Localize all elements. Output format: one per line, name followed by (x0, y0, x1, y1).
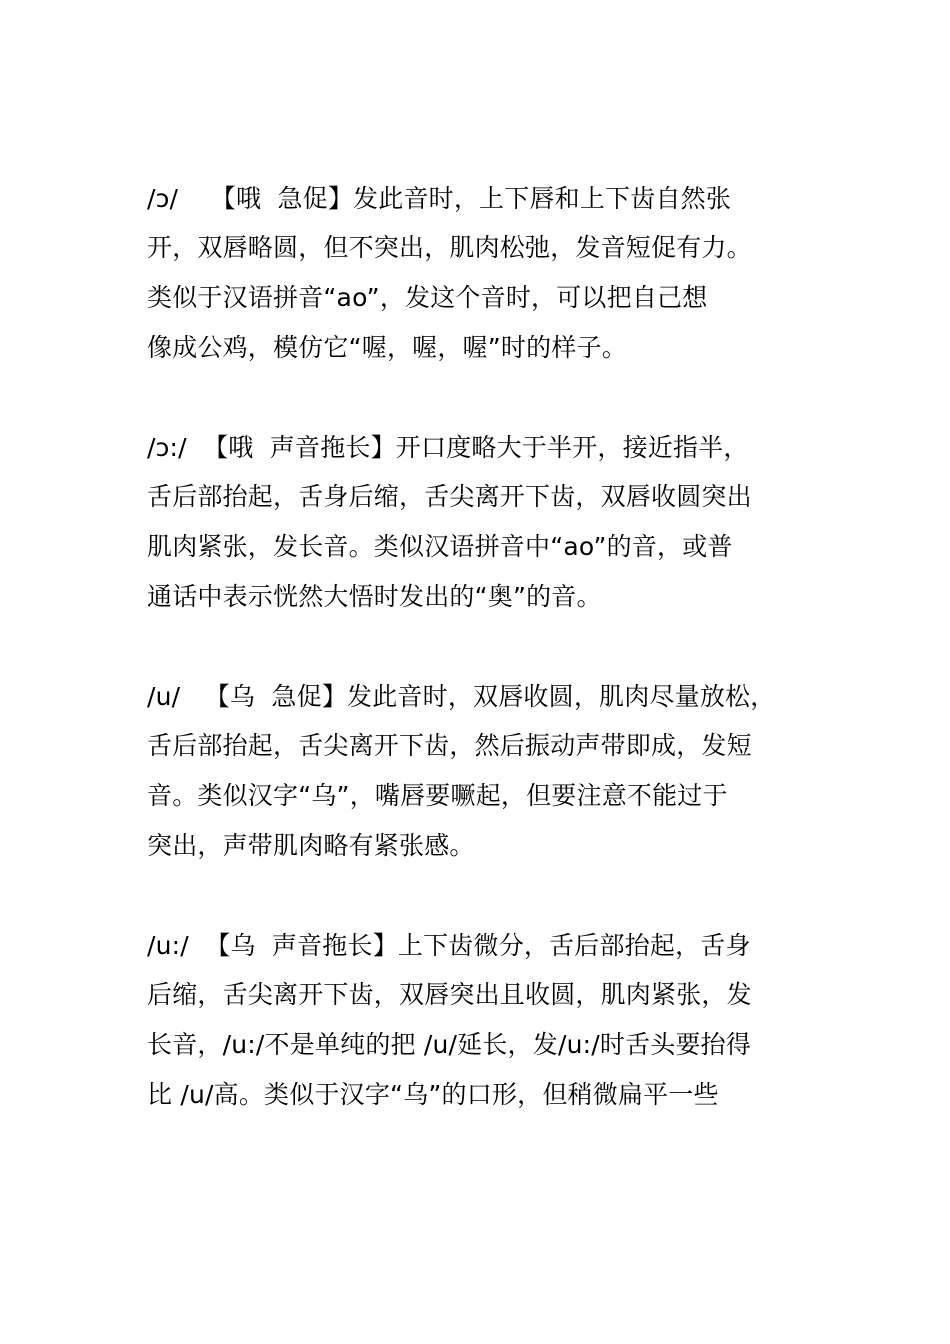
text-line: 突出，声带肌肉略有紧张感。 (147, 831, 475, 860)
text-line: /u/ 【乌 急促】发此音时，双唇收圆，肌肉尽量放松， (147, 682, 776, 711)
text-line: /ɔ:/ 【哦 声音拖长】开口度略大于半开，接近指半， (147, 433, 749, 462)
text-line: 肌肉紧张，发长音。类似汉语拼音中“ao”的音，或普 (147, 532, 733, 561)
text-line: 长音，/u:/不是单纯的把 /u/延长，发/u:/时舌头要抬得 (147, 1030, 752, 1059)
text-line: 音。类似汉字“乌”，嘴唇要噘起，但要注意不能过于 (147, 781, 728, 810)
text-line: /u:/ 【乌 声音拖长】上下齿微分，舌后部抬起，舌身 (147, 931, 751, 960)
text-line: 后缩，舌尖离开下齿，双唇突出且收圆，肌肉紧张，发 (147, 980, 752, 1009)
text-line: 类似于汉语拼音“ao”，发这个音时，可以把自己想 (147, 283, 708, 312)
text-line: 开，双唇略圆，但不突出，肌肉松弛，发音短促有力。 (147, 233, 752, 262)
text-line: 舌后部抬起，舌尖离开下齿，然后振动声带即成，发短 (147, 731, 752, 760)
text-line: 通话中表示恍然大悟时发出的“奥”的音。 (147, 582, 602, 611)
text-line: /ɔ/ 【哦 急促】发此音时，上下唇和上下齿自然张 (147, 184, 732, 213)
text-line: 比 /u/高。类似于汉字“乌”的口形，但稍微扁平一些 (147, 1080, 719, 1109)
text-line: 像成公鸡，模仿它“喔，喔，喔”时的样子。 (147, 333, 627, 362)
text-line: 舌后部抬起，舌身后缩，舌尖离开下齿，双唇收圆突出 (147, 482, 752, 511)
